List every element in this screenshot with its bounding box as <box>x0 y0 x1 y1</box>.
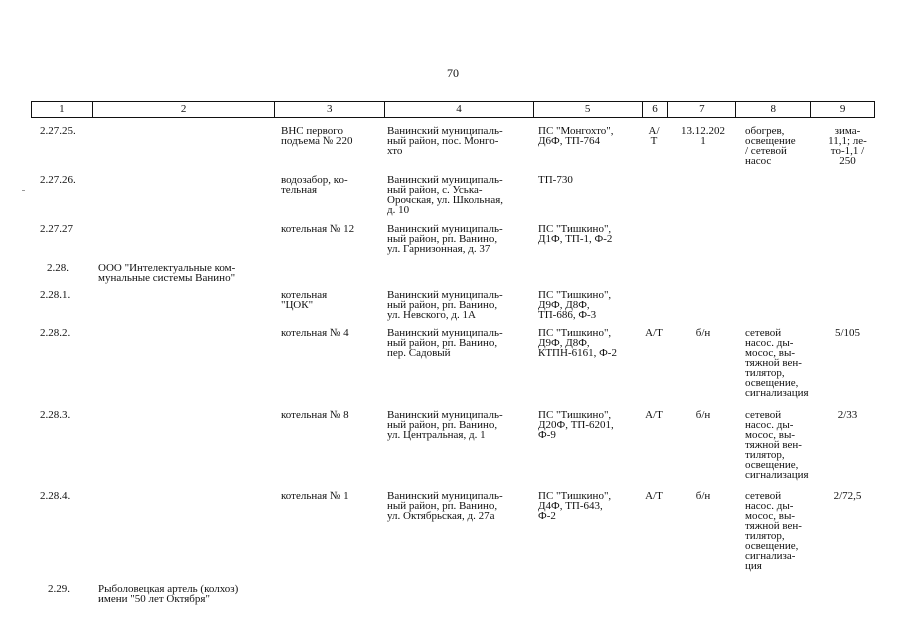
row-substation: ПС "Тишкино", Д9Ф, Д8Ф, КТПН-6161, Ф-2 <box>538 327 617 359</box>
row-number: 2.27.26. <box>40 174 76 186</box>
row-address: Ванинский муниципаль- ный район, с. Уська- Орочская, ул. Школьная, д. 10 <box>387 174 504 216</box>
row-consumers: обогрев, освещение / сетевой насос <box>745 125 796 167</box>
row-object: водозабор, ко- тельная <box>281 174 348 196</box>
row-object: котельная № 4 <box>281 327 349 339</box>
row-date: б/н <box>695 327 711 339</box>
row-date: б/н <box>695 490 711 502</box>
row-number: 2.27.25. <box>40 125 76 137</box>
table-header <box>31 101 875 118</box>
row-address: Ванинский муниципаль- ный район, рп. Ванино, ул. Центральная, д. 1 <box>387 409 503 441</box>
header-col-3: 3 <box>275 102 385 117</box>
row-object: котельная № 12 <box>281 223 355 235</box>
row-number: 2.27.27 <box>40 223 73 235</box>
header-col-8: 8 <box>736 102 811 117</box>
row-number: 2.28.1. <box>40 289 71 301</box>
header-col-1: 1 <box>32 102 93 117</box>
row-substation: ПС "Тишкино", Д9Ф, Д8Ф, ТП-686, Ф-3 <box>538 289 612 321</box>
header-col-5: 5 <box>534 102 643 117</box>
row-address: Ванинский муниципаль- ный район, пос. Монго- хто <box>387 125 503 157</box>
row-power: зима- 11,1; ле- то-1,1 / 250 <box>828 125 867 167</box>
header-col-9: 9 <box>839 103 846 115</box>
row-address: Ванинский муниципаль- ный район, рп. Ванино, ул. Октябрьская, д. 27а <box>387 490 503 522</box>
header-col-6: 6 <box>643 102 669 117</box>
row-object: котельная "ЦОК" <box>281 289 328 311</box>
row-type: А/ Т <box>648 125 660 147</box>
row-object: котельная № 1 <box>281 490 349 502</box>
row-consumers: сетевой насос. ды- мосос, вы- тяжной вен- тилятор, освещение, сигнализа- ция <box>745 490 802 572</box>
row-substation: ПС "Монгохто", Д6Ф, ТП-764 <box>538 125 614 147</box>
row-type: А/Т <box>645 409 663 421</box>
row-number: 2.29. <box>48 583 70 595</box>
row-object: ВНС первого подъема № 220 <box>281 125 353 147</box>
row-organization: Рыболовецкая артель (колхоз) имени "50 лет Октября" <box>98 583 239 605</box>
row-substation: ТП-730 <box>538 174 573 186</box>
row-date: 13.12.202 1 <box>681 125 725 147</box>
scan-mark <box>22 190 25 191</box>
row-power: 2/33 <box>837 409 858 421</box>
row-address: Ванинский муниципаль- ный район, рп. Ванино, ул. Гарнизонная, д. 37 <box>387 223 503 255</box>
row-address: Ванинский муниципаль- ный район, рп. Ванино, ул. Невского, д. 1А <box>387 289 503 321</box>
row-consumers: сетевой насос. ды- мосос, вы- тяжной вен- тилятор, освещение, сигнализация <box>745 327 809 399</box>
row-date: б/н <box>695 409 711 421</box>
header-col-2: 2 <box>93 102 276 117</box>
header-col-7: 7 <box>668 102 736 117</box>
row-object: котельная № 8 <box>281 409 349 421</box>
row-address: Ванинский муниципаль- ный район, рп. Ванино, пер. Садовый <box>387 327 503 359</box>
row-number: 2.28.3. <box>40 409 71 421</box>
row-organization: ООО "Интелектуальные ком- мунальные системы Ванино" <box>98 262 236 284</box>
row-substation: ПС "Тишкино", Д1Ф, ТП-1, Ф-2 <box>538 223 613 245</box>
row-substation: ПС "Тишкино", Д4Ф, ТП-643, Ф-2 <box>538 490 612 522</box>
row-consumers: сетевой насос. ды- мосос, вы- тяжной вен- тилятор, освещение, сигнализация <box>745 409 809 481</box>
row-type: А/Т <box>645 327 663 339</box>
header-col-4: 4 <box>385 102 534 117</box>
row-type: А/Т <box>645 490 663 502</box>
row-power: 5/105 <box>834 327 861 339</box>
row-substation: ПС "Тишкино", Д20Ф, ТП-6201, Ф-9 <box>538 409 614 441</box>
row-power: 2/72,5 <box>833 490 862 502</box>
row-number: 2.28. <box>47 262 69 274</box>
row-number: 2.28.2. <box>40 327 71 339</box>
row-number: 2.28.4. <box>40 490 71 502</box>
page-number: 70 <box>447 66 459 80</box>
